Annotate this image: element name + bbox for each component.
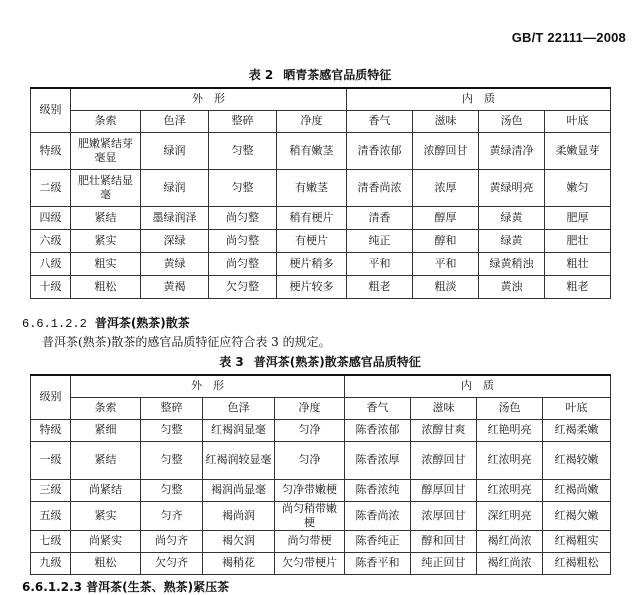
table-cell: 醇和回甘 [411, 530, 477, 552]
table-cell: 稍有梗片 [277, 206, 347, 229]
grade-cell: 九级 [31, 552, 71, 574]
section-number: 6.6.1.2.2 [22, 317, 87, 331]
table2-number: 表 2 [248, 68, 274, 82]
table-cell: 肥厚 [545, 206, 611, 229]
table-cell: 深红明亮 [477, 501, 543, 530]
table3-col-header: 整碎 [141, 397, 203, 419]
table-cell: 褐润尚显毫 [203, 479, 275, 501]
table2-col-header: 净度 [277, 110, 347, 132]
table-row [31, 229, 611, 252]
table-cell: 深绿 [141, 229, 209, 252]
table-cell: 褐红尚浓 [477, 552, 543, 574]
table-cell: 红褐粗松 [543, 552, 611, 574]
table2-col-header: 整碎 [209, 110, 277, 132]
table-cell: 柔嫩显芽 [545, 132, 611, 169]
table3-col-header: 香气 [345, 397, 411, 419]
table3-grade-header: 级别 [31, 375, 71, 419]
table-cell: 红褐欠嫩 [543, 501, 611, 530]
grade-cell: 十级 [31, 275, 71, 298]
table-row [31, 275, 611, 298]
table-cell: 黄绿 [141, 252, 209, 275]
table3-group-inner: 内 质 [345, 375, 611, 397]
table2 [30, 87, 611, 299]
section-heading [22, 314, 190, 331]
grade-cell: 六级 [31, 229, 71, 252]
table-cell: 褐欠润 [203, 530, 275, 552]
table-cell: 嫩匀 [545, 169, 611, 206]
table-cell: 尚紧结 [71, 479, 141, 501]
table-cell: 醇厚回甘 [411, 479, 477, 501]
grade-cell: 四级 [31, 206, 71, 229]
table-cell: 浓厚回甘 [411, 501, 477, 530]
table-cell: 肥嫩紧结芽毫显 [71, 132, 141, 169]
table-cell: 匀整 [141, 479, 203, 501]
table-cell: 清香浓郁 [347, 132, 413, 169]
table-cell: 有嫩茎 [277, 169, 347, 206]
table-cell: 欠匀整 [209, 275, 277, 298]
table-cell: 绿润 [141, 132, 209, 169]
table2-title: 晒青茶感官品质特征 [283, 68, 392, 82]
table-cell: 黄褐 [141, 275, 209, 298]
table-cell: 陈香平和 [345, 552, 411, 574]
next-section-heading: 6.6.1.2.3 普洱茶(生茶、熟茶)紧压茶 [22, 580, 230, 594]
table-cell: 稍有嫩茎 [277, 132, 347, 169]
table3-group-outer: 外 形 [71, 375, 345, 397]
table-cell: 紧细 [71, 419, 141, 441]
table-cell: 绿润 [141, 169, 209, 206]
grade-cell: 一级 [31, 441, 71, 479]
table-cell: 尚紧实 [71, 530, 141, 552]
grade-cell: 五级 [31, 501, 71, 530]
table-cell: 纯正 [347, 229, 413, 252]
table-cell: 粗松 [71, 552, 141, 574]
table-cell: 红褐柔嫩 [543, 419, 611, 441]
table2-col-header: 汤色 [479, 110, 545, 132]
grade-cell: 七级 [31, 530, 71, 552]
table-row [31, 479, 611, 501]
table-cell: 陈香纯正 [345, 530, 411, 552]
table-cell: 褐红尚浓 [477, 530, 543, 552]
table-cell: 绿黄 [479, 229, 545, 252]
table-row [31, 419, 611, 441]
table-cell: 浓醇回甘 [413, 132, 479, 169]
table-cell: 紧结 [71, 441, 141, 479]
table-cell: 黄绿清净 [479, 132, 545, 169]
grade-cell: 二级 [31, 169, 71, 206]
table-cell: 陈香尚浓 [345, 501, 411, 530]
table-cell: 匀净带嫩梗 [275, 479, 345, 501]
table2-col-header: 香气 [347, 110, 413, 132]
table-cell: 匀净 [275, 419, 345, 441]
table-cell: 尚匀齐 [141, 530, 203, 552]
table-cell: 匀整 [209, 169, 277, 206]
table-cell: 黄浊 [479, 275, 545, 298]
table-cell: 浓厚 [413, 169, 479, 206]
table3-col-header: 汤色 [477, 397, 543, 419]
table-cell: 红褐较嫩 [543, 441, 611, 479]
table-cell: 尚匀整 [209, 229, 277, 252]
grade-cell: 特级 [31, 132, 71, 169]
table2-grade-header: 级别 [31, 88, 71, 132]
table3-caption [0, 353, 640, 370]
table-cell: 粗实 [71, 252, 141, 275]
table-cell: 粗老 [545, 275, 611, 298]
table3-col-header: 滋味 [411, 397, 477, 419]
table-cell: 红艳明亮 [477, 419, 543, 441]
table-cell: 欠匀带梗片 [275, 552, 345, 574]
table-cell: 清香尚浓 [347, 169, 413, 206]
table-cell: 绿黄 [479, 206, 545, 229]
table3-col-header: 净度 [275, 397, 345, 419]
table-cell: 红褐润显毫 [203, 419, 275, 441]
table2-group-inner: 内 质 [347, 88, 611, 110]
table-cell: 黄绿明亮 [479, 169, 545, 206]
table-cell: 红浓明亮 [477, 479, 543, 501]
table-row [31, 169, 611, 206]
table-cell: 匀整 [141, 419, 203, 441]
table-cell: 尚匀稍带嫩梗 [275, 501, 345, 530]
table-cell: 有梗片 [277, 229, 347, 252]
table2-group-outer: 外 形 [71, 88, 347, 110]
section-title: 普洱茶(熟茶)散茶 [94, 316, 190, 330]
table-cell: 醇厚 [413, 206, 479, 229]
grade-cell: 八级 [31, 252, 71, 275]
table-cell: 紧实 [71, 229, 141, 252]
section-paragraph: 普洱茶(熟茶)散茶的感官品质特征应符合表 3 的规定。 [42, 335, 331, 349]
table-cell: 梗片较多 [277, 275, 347, 298]
grade-cell: 特级 [31, 419, 71, 441]
table-cell: 红褐粗实 [543, 530, 611, 552]
table-cell: 尚匀整 [209, 206, 277, 229]
table-cell: 紧结 [71, 206, 141, 229]
table3-col-header: 色泽 [203, 397, 275, 419]
table-cell: 欠匀齐 [141, 552, 203, 574]
table-cell: 浓醇甘爽 [411, 419, 477, 441]
table2-col-header: 叶底 [545, 110, 611, 132]
table3-col-header: 叶底 [543, 397, 611, 419]
table-cell: 红褐尚嫩 [543, 479, 611, 501]
table-row [31, 530, 611, 552]
table-row [31, 132, 611, 169]
table-cell: 肥壮紧结显毫 [71, 169, 141, 206]
table3-title: 普洱茶(熟茶)散茶感官品质特征 [253, 355, 421, 369]
table2-caption [0, 66, 640, 83]
table-cell: 红褐润较显毫 [203, 441, 275, 479]
table-row [31, 441, 611, 479]
table-cell: 陈香浓厚 [345, 441, 411, 479]
table-cell: 褐稍花 [203, 552, 275, 574]
table-cell: 平和 [413, 252, 479, 275]
table-cell: 褐尚润 [203, 501, 275, 530]
table-cell: 墨绿润泽 [141, 206, 209, 229]
table-cell: 平和 [347, 252, 413, 275]
standard-code: GB/T 22111—2008 [511, 30, 626, 45]
table-row [31, 501, 611, 530]
table3-number: 表 3 [219, 355, 244, 369]
table-cell: 浓醇回甘 [411, 441, 477, 479]
table-cell: 红浓明亮 [477, 441, 543, 479]
table-cell: 紧实 [71, 501, 141, 530]
table-cell: 清香 [347, 206, 413, 229]
table-row [31, 552, 611, 574]
table-cell: 匀整 [209, 132, 277, 169]
table-cell: 醇和 [413, 229, 479, 252]
table-row [31, 206, 611, 229]
table-cell: 粗淡 [413, 275, 479, 298]
table-cell: 匀净 [275, 441, 345, 479]
table-cell: 尚匀带梗 [275, 530, 345, 552]
table-cell: 匀整 [141, 441, 203, 479]
table3 [30, 374, 611, 575]
table-cell: 梗片稍多 [277, 252, 347, 275]
table-cell: 绿黄稍浊 [479, 252, 545, 275]
table-cell: 粗老 [347, 275, 413, 298]
table-cell: 尚匀整 [209, 252, 277, 275]
table-cell: 粗壮 [545, 252, 611, 275]
table-cell: 陈香浓纯 [345, 479, 411, 501]
table2-col-header: 色泽 [141, 110, 209, 132]
table2-col-header: 条索 [71, 110, 141, 132]
table3-col-header: 条索 [71, 397, 141, 419]
table-cell: 匀齐 [141, 501, 203, 530]
table-cell: 陈香浓郁 [345, 419, 411, 441]
table-cell: 粗松 [71, 275, 141, 298]
table-row [31, 252, 611, 275]
grade-cell: 三级 [31, 479, 71, 501]
table-cell: 肥壮 [545, 229, 611, 252]
table-cell: 纯正回甘 [411, 552, 477, 574]
table2-col-header: 滋味 [413, 110, 479, 132]
